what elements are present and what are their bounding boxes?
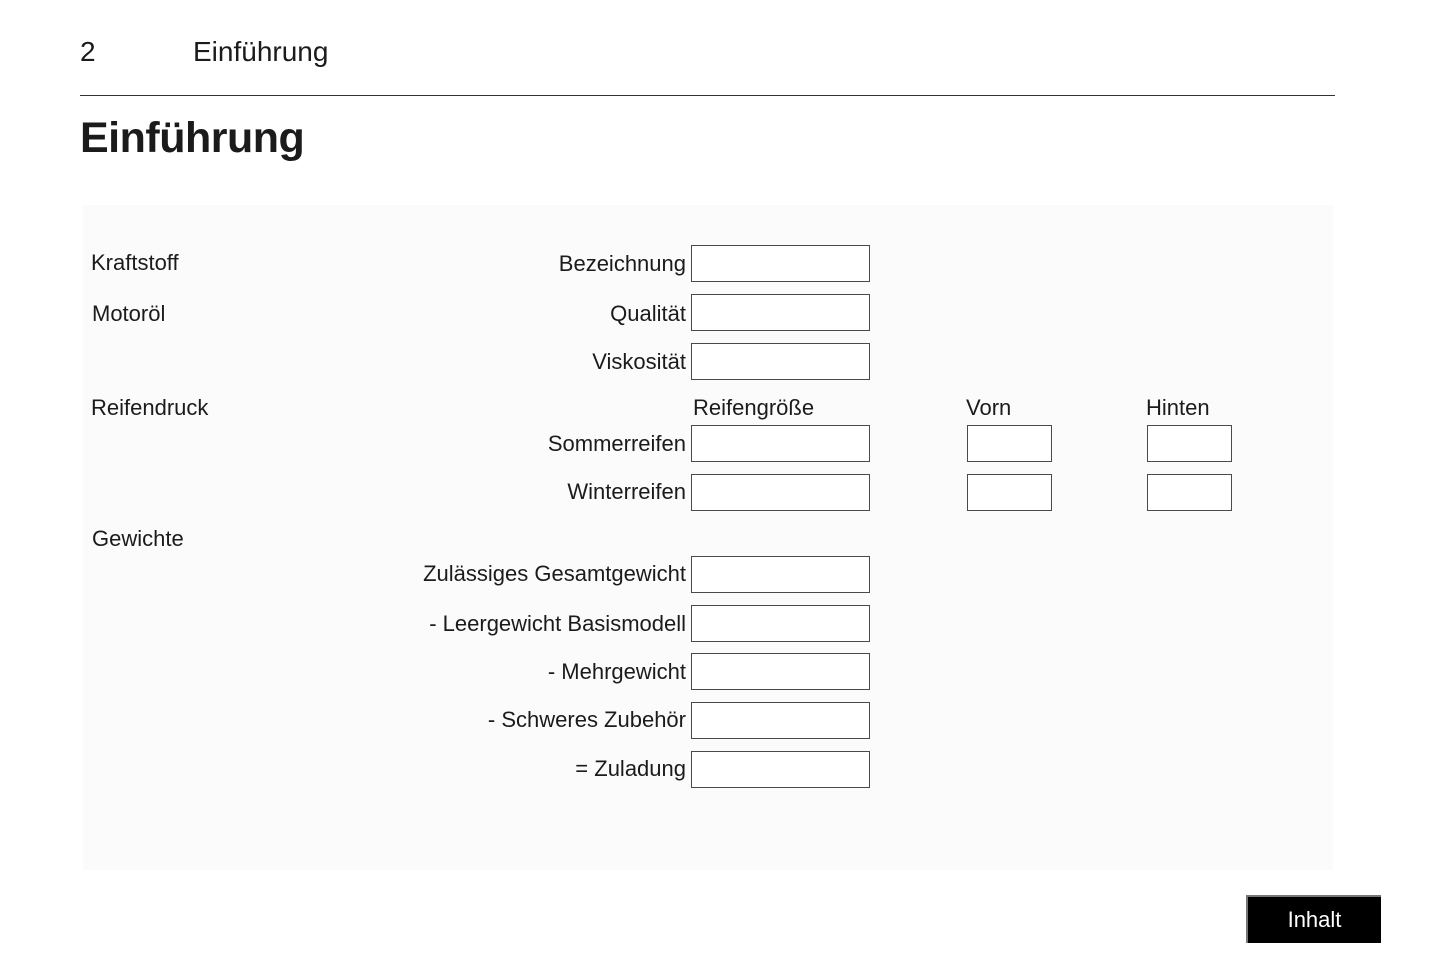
- running-header: Einführung: [193, 36, 329, 67]
- contents-button[interactable]: [1246, 895, 1381, 943]
- label-summer-tires: Sommerreifen: [547, 431, 686, 456]
- header-divider: [80, 95, 1335, 96]
- summer-front-pressure-field[interactable]: [967, 425, 1052, 462]
- page-number: 2: [80, 36, 96, 67]
- label-designation: Bezeichnung: [558, 251, 686, 276]
- winter-front-pressure-field[interactable]: [967, 474, 1052, 511]
- category-fuel: Kraftstoff: [91, 250, 179, 275]
- extra-weight-field[interactable]: [691, 653, 870, 690]
- category-tire-pressure: Reifendruck: [91, 395, 209, 420]
- label-quality: Qualität: [610, 301, 686, 326]
- viscosity-field[interactable]: [691, 343, 870, 380]
- payload-field[interactable]: [691, 751, 870, 788]
- label-curb-weight: - Leergewicht Basismodell: [429, 611, 686, 636]
- winter-rear-pressure-field[interactable]: [1147, 474, 1232, 511]
- winter-tire-size-field[interactable]: [691, 474, 870, 511]
- label-gross-weight: Zulässiges Gesamtgewicht: [423, 561, 686, 586]
- gross-weight-field[interactable]: [691, 556, 870, 593]
- label-payload: = Zuladung: [575, 756, 686, 781]
- quality-field[interactable]: [691, 294, 870, 331]
- label-extra-weight: - Mehrgewicht: [547, 659, 686, 684]
- label-winter-tires: Winterreifen: [567, 479, 686, 504]
- label-viscosity: Viskosität: [592, 349, 686, 374]
- category-weights: Gewichte: [92, 526, 184, 551]
- column-front: Vorn: [966, 395, 1012, 420]
- column-rear: Hinten: [1146, 395, 1210, 420]
- page-title: Einführung: [80, 114, 305, 162]
- column-tire-size: Reifengröße: [693, 395, 815, 420]
- summer-rear-pressure-field[interactable]: [1147, 425, 1232, 462]
- label-heavy-accessories: - Schweres Zubehör: [487, 707, 686, 732]
- summer-tire-size-field[interactable]: [691, 425, 870, 462]
- heavy-accessories-field[interactable]: [691, 702, 870, 739]
- category-oil: Motoröl: [92, 301, 166, 326]
- contents-button-label: Inhalt: [1287, 907, 1342, 932]
- curb-weight-field[interactable]: [691, 605, 870, 642]
- designation-field[interactable]: [691, 245, 870, 282]
